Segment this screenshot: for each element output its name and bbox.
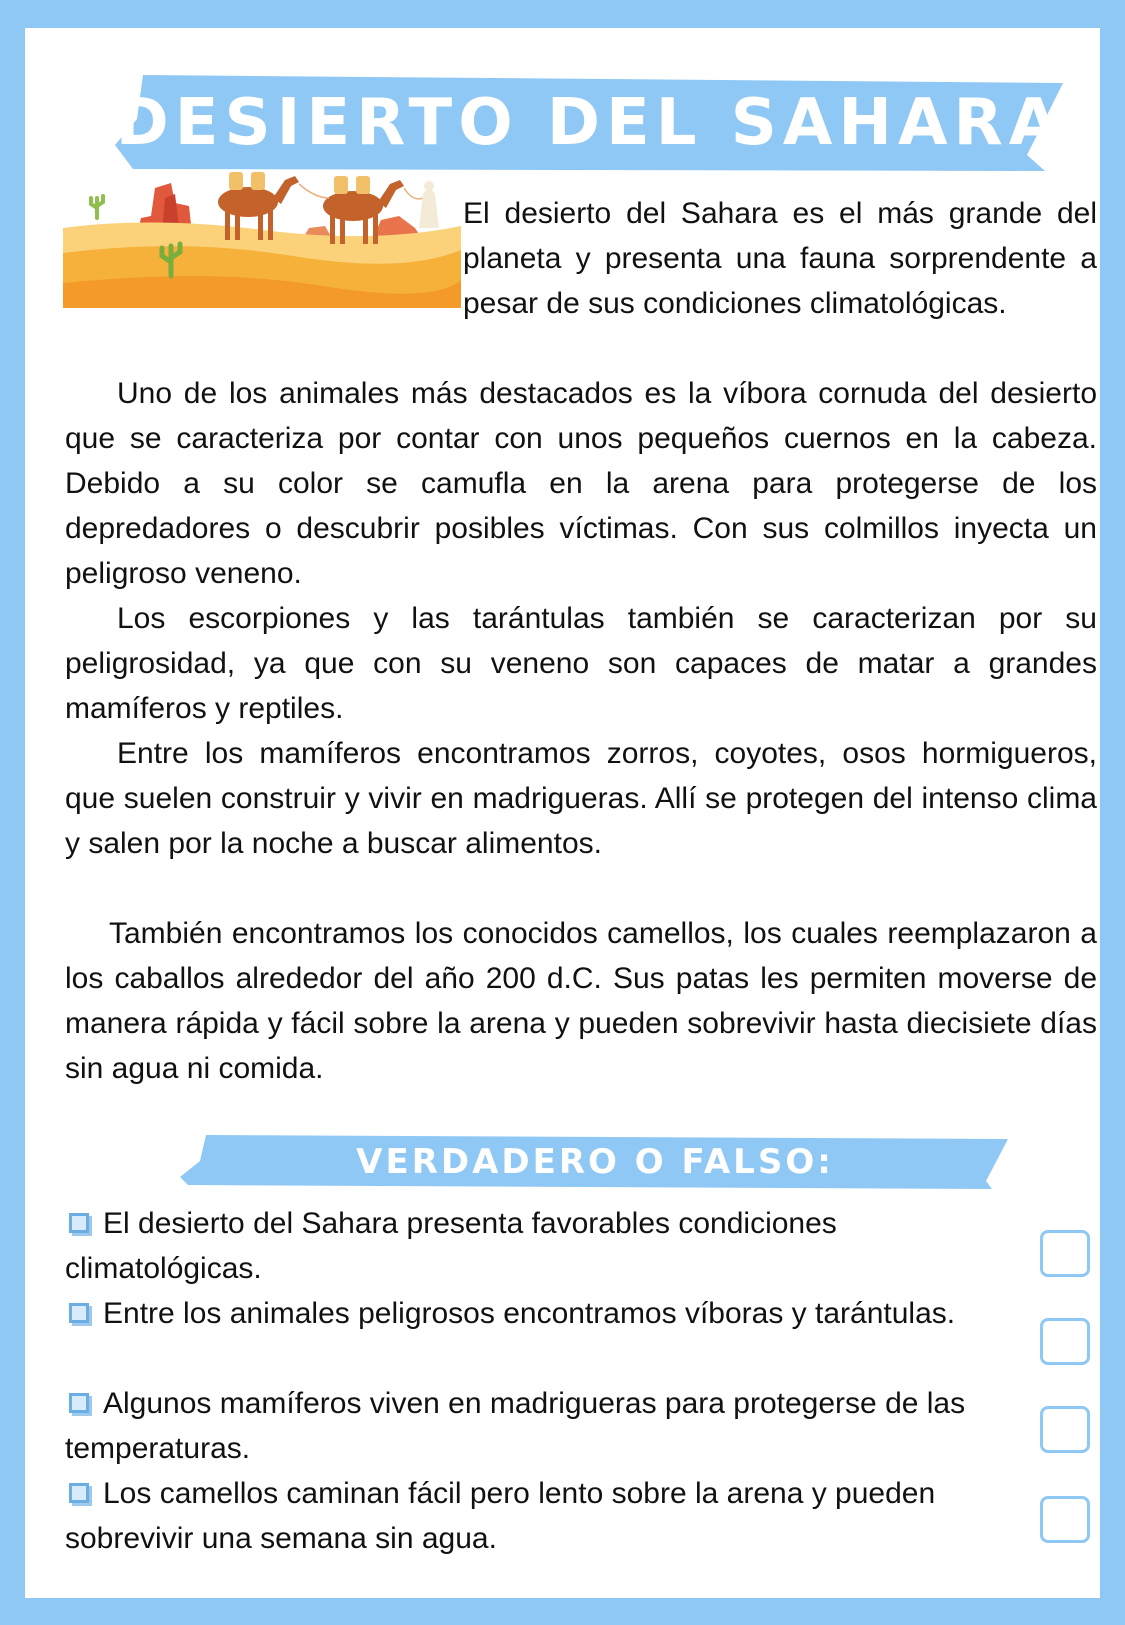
quiz-item-3	[65, 1381, 1005, 1471]
checkbox-bullet-icon	[69, 1213, 89, 1233]
quiz-item-text: El desierto del Sahara presenta favorables condiciones climatológicas.	[65, 1207, 837, 1285]
paragraph-scorpions: Los escorpiones y las tarántulas también se caracterizan por su peligrosidad, ya que con su veneno son capaces de matar a grandes mamíferos y reptiles.	[65, 602, 1097, 725]
quiz-title: VERDADERO O FALSO:	[356, 1142, 834, 1182]
quiz-banner	[180, 1133, 1010, 1191]
intro-paragraph	[65, 191, 1097, 326]
paragraph-camels: También encontramos los conocidos camellos, los cuales reemplazaron a los caballos alrededor del año 200 d.C. Sus patas les permiten moverse de manera rápida y fácil sobre la arena y pueden sobrevivir hasta diecisiete días sin agua ni comida.	[65, 917, 1097, 1085]
checkbox-bullet-icon	[69, 1303, 89, 1323]
quiz-item-text: Los camellos caminan fácil pero lento sobre la arena y pueden sobrevivir una semana sin agua.	[65, 1477, 936, 1555]
quiz-item-text: Entre los animales peligrosos encontramos víboras y tarántulas.	[103, 1297, 956, 1330]
paragraph-mammals: Entre los mamíferos encontramos zorros, coyotes, osos hormigueros, que suelen construir y vivir en madrigueras. Allí se protegen del intenso clima y salen por la noche a buscar alimentos.	[65, 737, 1097, 860]
quiz-item-text: Algunos mamíferos viven en madrigueras para protegerse de las temperaturas.	[65, 1387, 966, 1465]
answer-box-3[interactable]	[1040, 1406, 1090, 1453]
paragraph-viper: Uno de los animales más destacados es la víbora cornuda del desierto que se caracteriza por contar con unos pequeños cuernos en la cabeza. Debido a su color se camufla en la arena para protegerse de los depredadores o descubrir posibles víctimas. Con sus colmillos inyecta un peligroso veneno.	[65, 377, 1097, 590]
answer-box-4[interactable]	[1040, 1496, 1090, 1543]
quiz-item-2	[65, 1291, 1005, 1336]
checkbox-bullet-icon	[69, 1483, 89, 1503]
quiz-item-1	[65, 1201, 1005, 1291]
answer-box-2[interactable]	[1040, 1318, 1090, 1365]
intro-text: El desierto del Sahara es el más grande del planeta y presenta una fauna sorprendente a pesar de sus condiciones climatológicas.	[463, 197, 1097, 320]
quiz-item-4	[65, 1471, 1005, 1561]
illustration-float-spacer	[65, 191, 463, 326]
checkbox-bullet-icon	[69, 1393, 89, 1413]
page-title: DESIERTO DEL SAHARA	[115, 86, 1065, 160]
worksheet-page	[25, 28, 1100, 1598]
answer-box-1[interactable]	[1040, 1230, 1090, 1277]
